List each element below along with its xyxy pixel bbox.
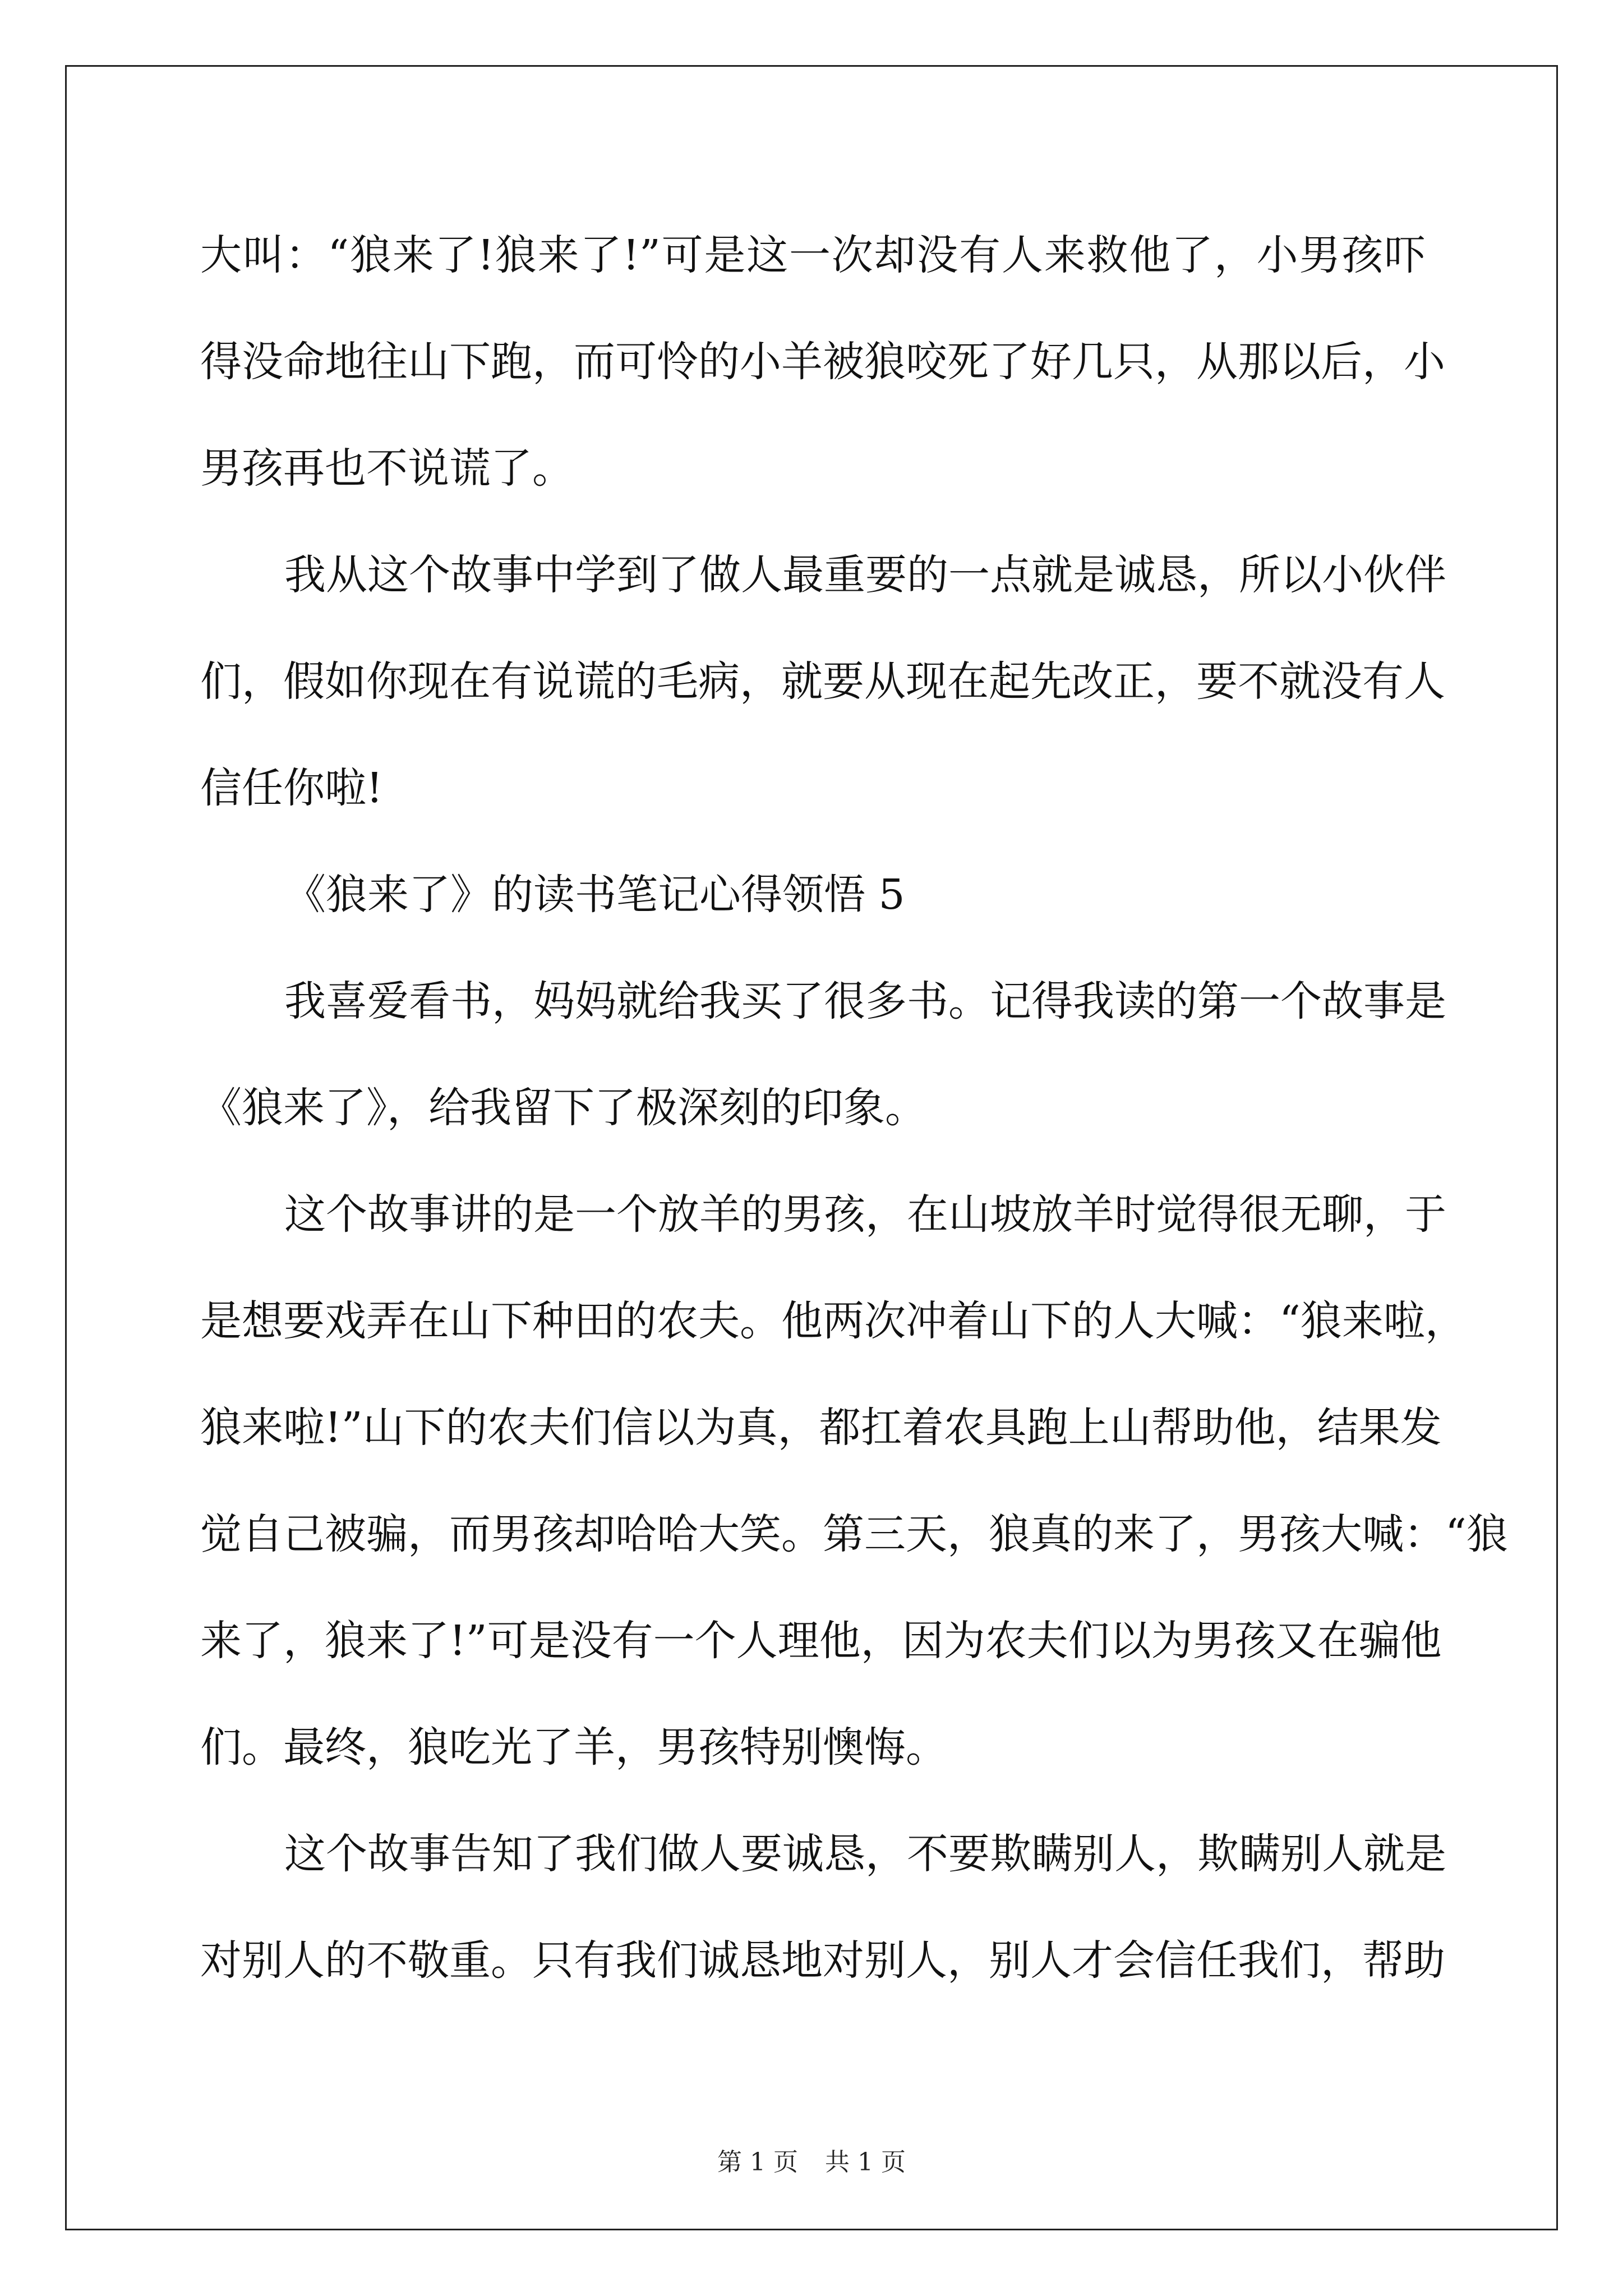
text-line: 觉自己被骗，而男孩却哈哈大笑。第三天，狼真的来了，男孩大喊：“狼 (200, 1510, 1508, 1558)
text-line: 男孩再也不说谎了。 (200, 444, 574, 493)
text-line: 大叫：“狼来了!狼来了!”可是这一次却没有人来救他了，小男孩吓 (200, 231, 1426, 279)
text-line: 信任你啦! (200, 764, 383, 812)
text-line: 们。最终，狼吃光了羊，男孩特别懊悔。 (200, 1723, 947, 1772)
page-total: 共 1 页 (825, 2148, 906, 2177)
text-line: 对别人的不敬重。只有我们诚恳地对别人，别人才会信任我们，帮助 (200, 1936, 1445, 1985)
text-line: 这个故事告知了我们做人要诚恳，不要欺瞒别人，欺瞒别人就是 (284, 1830, 1446, 1878)
text-line: 们，假如你现在有说谎的毛病，就要从现在起先改正，要不就没有人 (200, 657, 1445, 706)
text-line: 来了，狼来了!”可是没有一个人理他，因为农夫们以为男孩又在骗他 (200, 1617, 1442, 1665)
text-line: 《狼来了》，给我留下了极深刻的印象。 (200, 1084, 926, 1132)
document-body (200, 202, 1508, 2014)
page-number: 第 1 页 (717, 2148, 798, 2177)
text-line: 是想要戏弄在山下种田的农夫。他两次冲着山下的人大喊：“狼来啦， (200, 1297, 1467, 1345)
section-heading: 《狼来了》的读书笔记心得领悟 5 (284, 871, 905, 919)
text-line: 这个故事讲的是一个放羊的男孩，在山坡放羊时觉得很无聊，于 (284, 1190, 1446, 1239)
page-footer (0, 2146, 1623, 2179)
text-line: 得没命地往山下跑，而可怜的小羊被狼咬死了好几只，从那以后，小 (200, 338, 1445, 386)
text-line: 我喜爱看书，妈妈就给我买了很多书。记得我读的第一个故事是 (284, 977, 1446, 1025)
text-line: 狼来啦!”山下的农夫们信以为真，都扛着农具跑上山帮助他，结果发 (200, 1404, 1442, 1452)
text-line: 我从这个故事中学到了做人最重要的一点就是诚恳，所以小伙伴 (284, 551, 1446, 599)
